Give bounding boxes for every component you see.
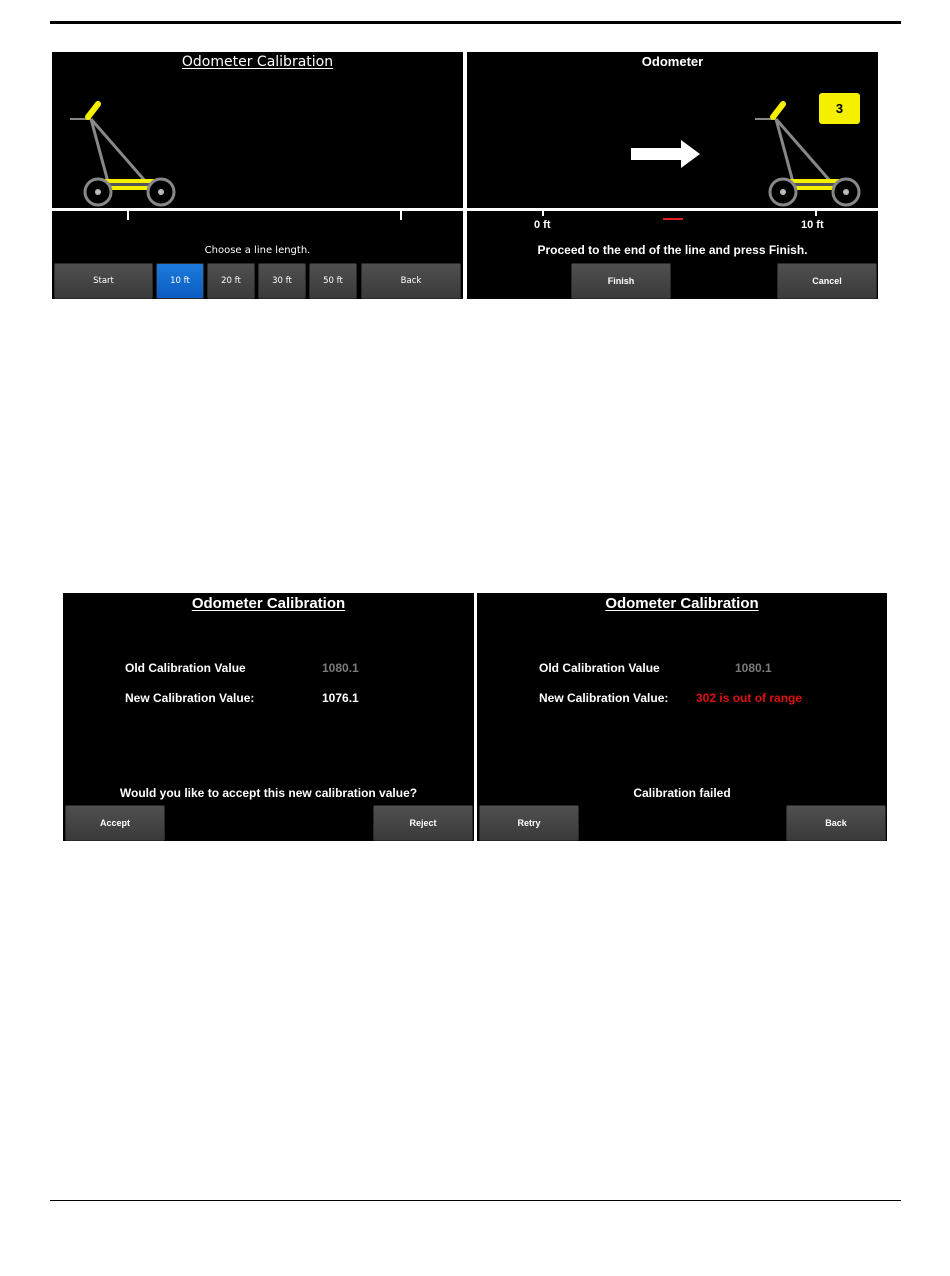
screen-calibration-failed [477,593,887,841]
new-value: 1076.1 [322,691,359,705]
screen-odometer [467,52,878,299]
counter-badge: 3 [819,93,860,124]
30ft-button[interactable]: 30 ft [258,263,306,299]
gpr-cart-icon [66,97,181,207]
end-tick [815,211,817,216]
gpr-cart-icon [751,97,866,207]
old-value: 1080.1 [735,661,772,675]
bottom-rule [50,1200,901,1201]
screen-title: Odometer [641,54,704,69]
start-distance-label: 0 ft [534,219,551,231]
50ft-button[interactable]: 50 ft [309,263,357,299]
back-button[interactable]: Back [786,805,886,841]
accept-button[interactable]: Accept [65,805,165,841]
screen-title: Odometer Calibration [181,54,334,70]
retry-button[interactable]: Retry [479,805,579,841]
old-value-label: Old Calibration Value [125,661,246,675]
cancel-button[interactable]: Cancel [777,263,877,299]
instruction-text: Proceed to the end of the line and press Finish. [537,243,808,257]
new-value-label: New Calibration Value: [539,691,669,705]
old-value: 1080.1 [322,661,359,675]
10ft-button[interactable]: 10 ft [156,263,204,299]
status-text: Calibration failed [633,786,731,800]
screen-title: Odometer Calibration [605,595,759,612]
start-button[interactable]: Start [54,263,153,299]
end-tick [400,211,402,220]
finish-button[interactable]: Finish [571,263,671,299]
top-rule [50,21,901,24]
screen-title: Odometer Calibration [191,595,346,612]
new-value-error: 302 is out of range [696,691,803,705]
position-marker [663,218,683,220]
start-tick [542,211,544,216]
screen-line-length [52,52,463,299]
screen-accept-calibration [63,593,474,841]
accept-question: Would you like to accept this new calibration value? [119,786,418,800]
right-arrow-icon [631,140,701,168]
new-value-label: New Calibration Value: [125,691,255,705]
back-button[interactable]: Back [361,263,461,299]
reject-button[interactable]: Reject [373,805,473,841]
end-distance-label: 10 ft [801,219,824,231]
20ft-button[interactable]: 20 ft [207,263,255,299]
old-value-label: Old Calibration Value [539,661,660,675]
start-tick [127,211,129,220]
prompt-text: Choose a line length. [204,245,311,256]
